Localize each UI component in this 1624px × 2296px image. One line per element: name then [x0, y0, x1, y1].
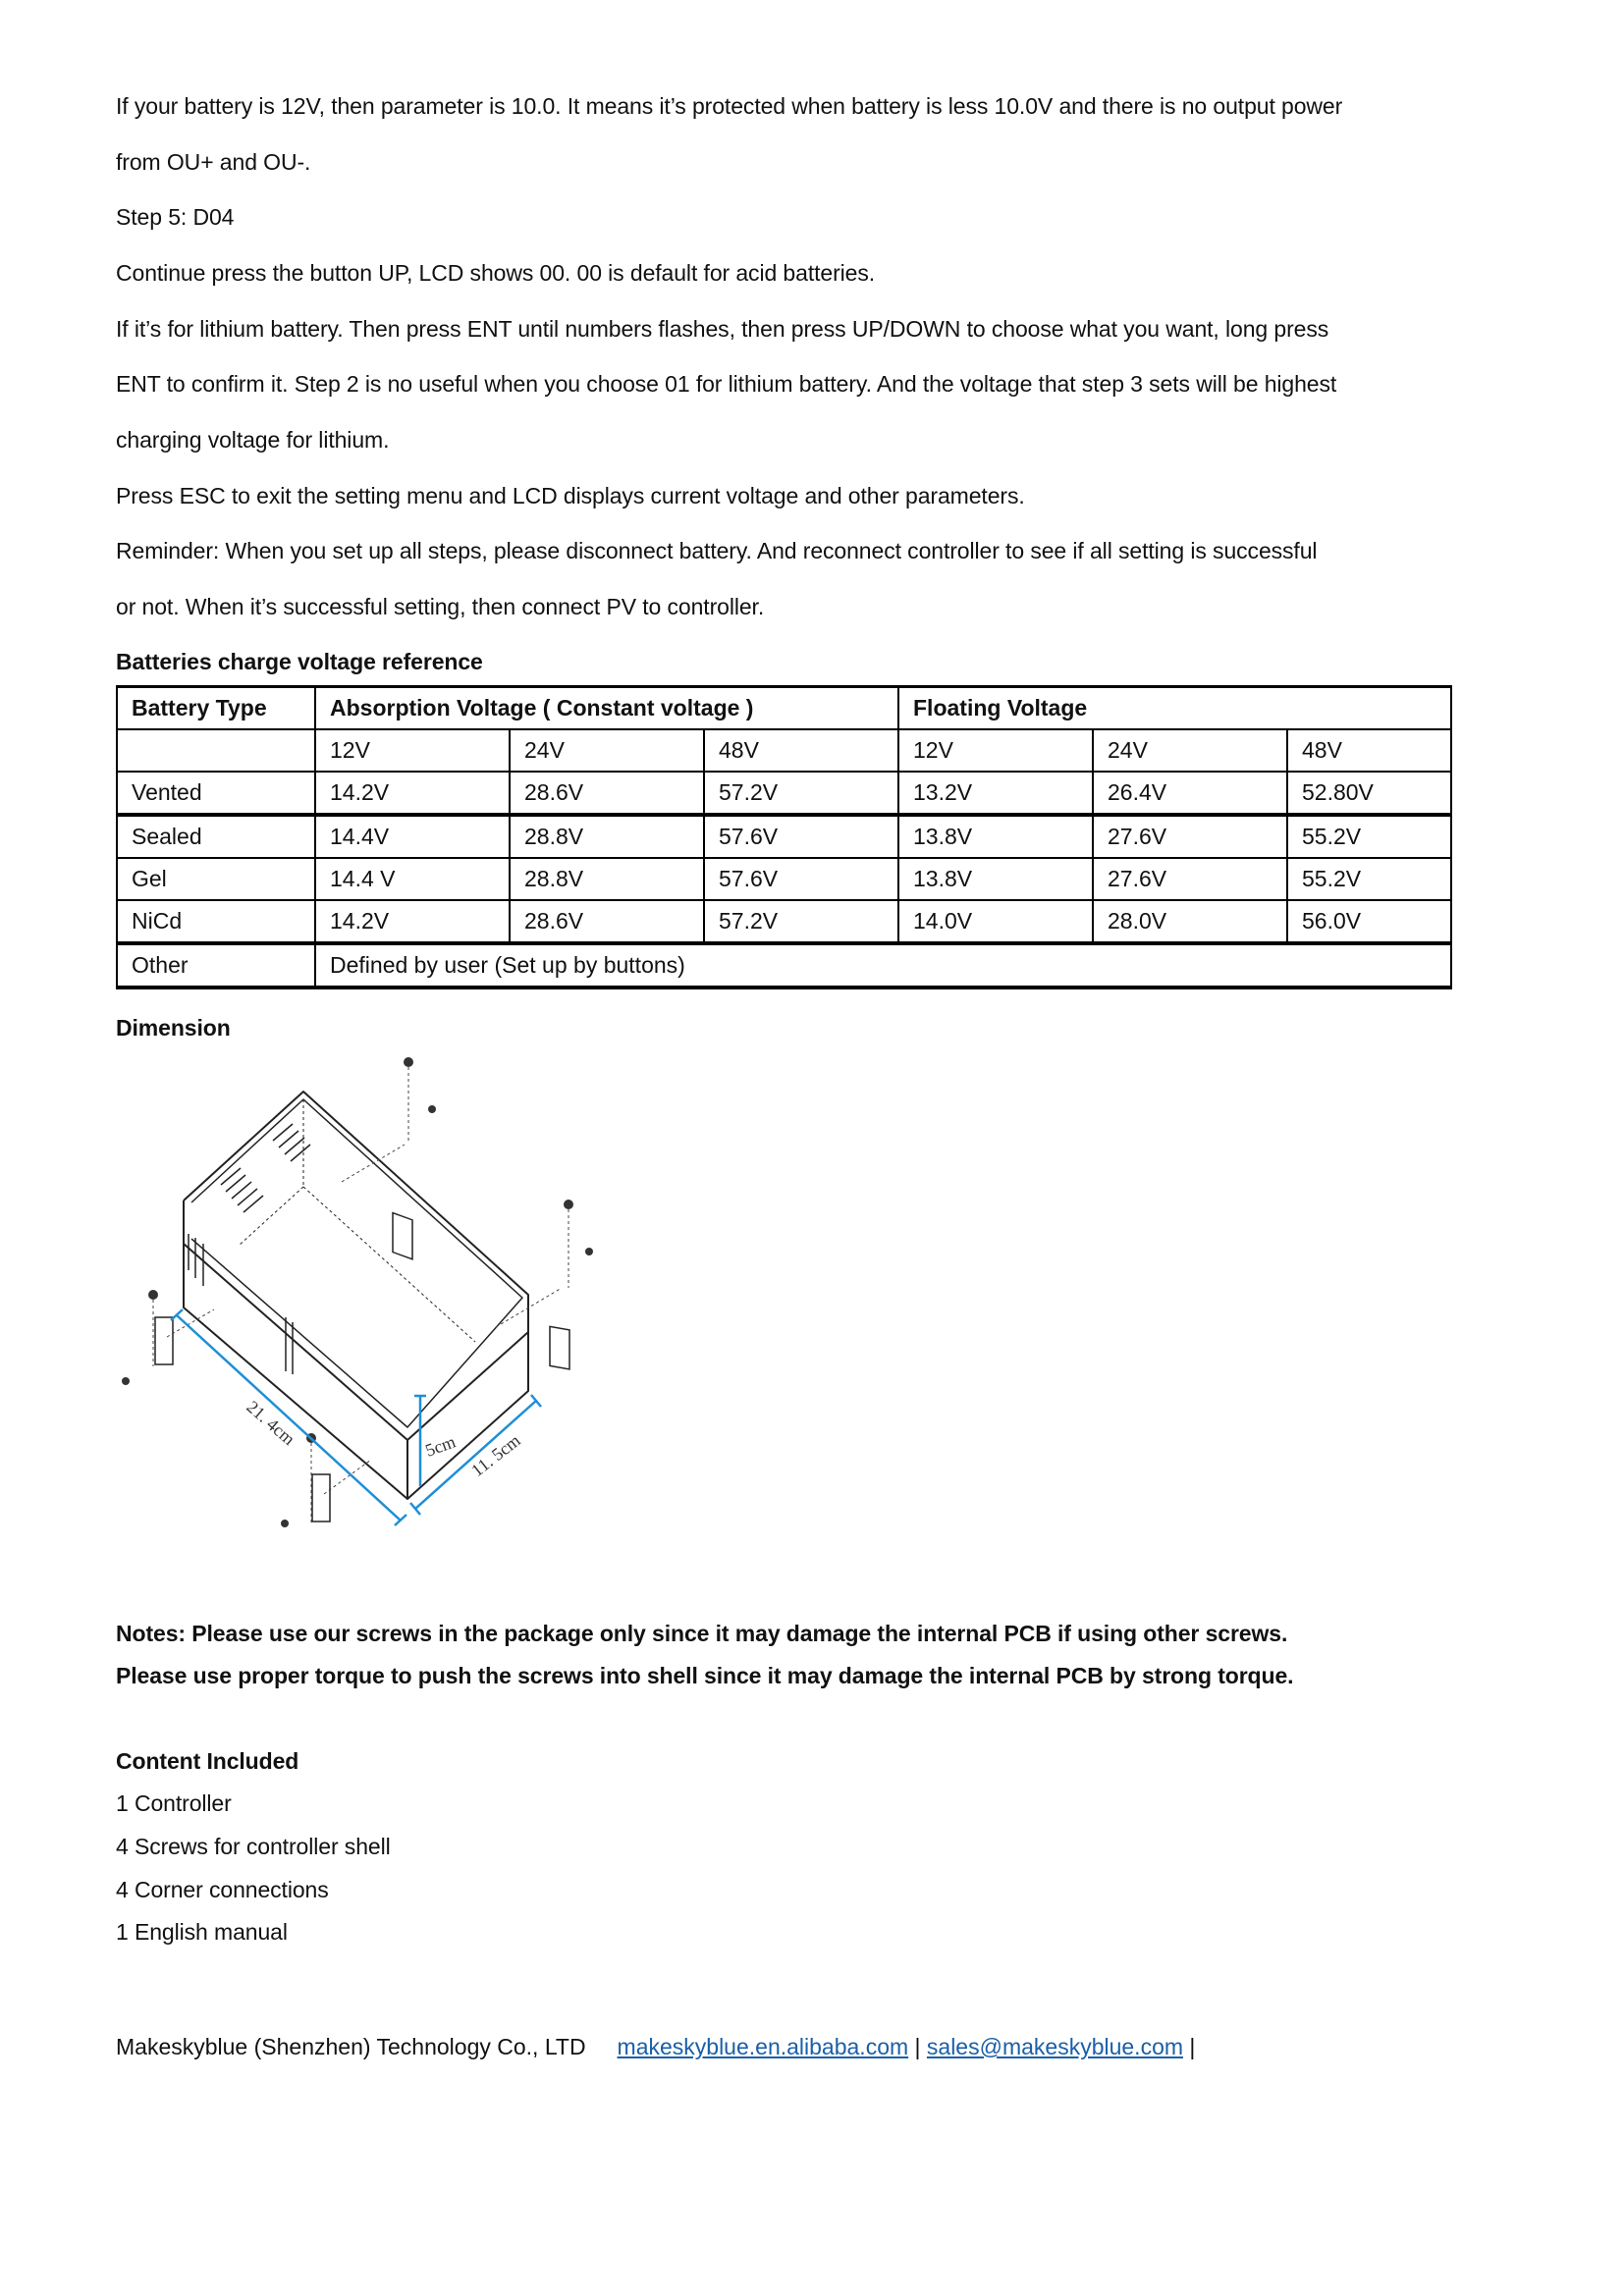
- subheader-cell: 48V: [1287, 729, 1451, 772]
- box-side-face: [407, 1332, 528, 1499]
- table-row: [117, 815, 1451, 858]
- box-front-face: [184, 1244, 407, 1499]
- table-cell: 55.2V: [1287, 858, 1451, 900]
- table-cell: 14.2V: [315, 772, 510, 815]
- screw-icon: [148, 1290, 158, 1300]
- table-cell: 28.0V: [1093, 900, 1287, 943]
- paragraph: Continue press the button UP, LCD shows 00. 00 is default for acid batteries.: [116, 260, 876, 286]
- bracket: [155, 1317, 173, 1364]
- table-cell: 57.2V: [704, 900, 898, 943]
- table-cell: 28.8V: [510, 815, 704, 858]
- footer: [116, 2034, 1195, 2060]
- table-cell: Vented: [117, 772, 315, 815]
- table-cell: Defined by user (Set up by buttons): [315, 943, 1451, 988]
- contents-item: 1 English manual: [116, 1919, 288, 1945]
- bracket: [312, 1474, 330, 1522]
- table-cell: 13.8V: [898, 815, 1093, 858]
- reminder-paragraph: Reminder: When you set up all steps, please disconnect battery. And reconnect controller to see if all setting is successful: [116, 538, 1318, 563]
- contents-item: 1 Controller: [116, 1790, 232, 1816]
- header-absorption-voltage: Absorption Voltage ( Constant voltage ): [315, 687, 898, 730]
- screw-icon: [564, 1200, 573, 1209]
- table-cell: 13.2V: [898, 772, 1093, 815]
- table-cell: 27.6V: [1093, 858, 1287, 900]
- vent-slots: [189, 1124, 310, 1374]
- table-cell: 57.2V: [704, 772, 898, 815]
- table-row-other: [117, 943, 1451, 988]
- box-outline: [184, 1092, 528, 1440]
- table-cell: 52.80V: [1287, 772, 1451, 815]
- table-cell: Gel: [117, 858, 315, 900]
- screw-icon: [404, 1057, 413, 1067]
- bracket: [550, 1326, 569, 1369]
- table-cell: 14.0V: [898, 900, 1093, 943]
- dimension-title: Dimension: [116, 1015, 231, 1041]
- subheader-cell: [117, 729, 315, 772]
- subheader-cell: 12V: [898, 729, 1093, 772]
- table-cell: 28.6V: [510, 772, 704, 815]
- subheader-row: [117, 729, 1451, 772]
- contents-item: 4 Screws for controller shell: [116, 1834, 391, 1859]
- length-dimension-line: [177, 1315, 401, 1521]
- separator: |: [1189, 2034, 1196, 2059]
- contents-item: 4 Corner connections: [116, 1877, 329, 1902]
- table-cell: 57.6V: [704, 858, 898, 900]
- table-cell: NiCd: [117, 900, 315, 943]
- paragraph: charging voltage for lithium.: [116, 427, 390, 453]
- note-screws: Notes: Please use our screws in the package only since it may damage the internal PCB if using other screws.: [116, 1621, 1288, 1646]
- enclosure-box: [184, 1092, 528, 1499]
- reminder-paragraph: or not. When it’s successful setting, then connect PV to controller.: [116, 594, 765, 619]
- table-cell: 26.4V: [1093, 772, 1287, 815]
- paragraph: Press ESC to exit the setting menu and LCD displays current voltage and other parameters.: [116, 483, 1025, 508]
- table-cell: Sealed: [117, 815, 315, 858]
- company-name: Makeskyblue (Shenzhen) Technology Co., LTD: [116, 2034, 586, 2059]
- table-cell: 55.2V: [1287, 815, 1451, 858]
- table-cell: 14.4 V: [315, 858, 510, 900]
- subheader-cell: 24V: [1093, 729, 1287, 772]
- header-floating-voltage: Floating Voltage: [898, 687, 1451, 730]
- subheader-cell: 24V: [510, 729, 704, 772]
- width-label: 11. 5cm: [467, 1430, 524, 1481]
- table-cell: 14.4V: [315, 815, 510, 858]
- table-cell: 13.8V: [898, 858, 1093, 900]
- table-cell: 28.6V: [510, 900, 704, 943]
- separator: |: [914, 2034, 921, 2059]
- screw-icon: [281, 1520, 289, 1527]
- table-cell: 27.6V: [1093, 815, 1287, 858]
- table-row: [117, 900, 1451, 943]
- paragraph: If your battery is 12V, then parameter is 10.0. It means it’s protected when battery is less 10.0V and there is no output power: [116, 93, 1343, 119]
- corner-brackets: [155, 1213, 569, 1522]
- screw-icon: [585, 1248, 593, 1255]
- contents-title: Content Included: [116, 1748, 299, 1774]
- table-cell: 56.0V: [1287, 900, 1451, 943]
- paragraph: If it’s for lithium battery. Then press ENT until numbers flashes, then press UP/DOWN to choose what you want, long press: [116, 316, 1329, 342]
- dimension-lines: [171, 1309, 541, 1525]
- screw-icon: [122, 1377, 130, 1385]
- screw-icon: [428, 1105, 436, 1113]
- subheader-cell: 48V: [704, 729, 898, 772]
- table-row: [117, 772, 1451, 815]
- bracket: [393, 1213, 412, 1259]
- table-row: [117, 858, 1451, 900]
- header-battery-type: Battery Type: [117, 687, 315, 730]
- table-cell: 57.6V: [704, 815, 898, 858]
- table-cell: 14.2V: [315, 900, 510, 943]
- note-torque: Please use proper torque to push the screws into shell since it may damage the internal PCB by strong torque.: [116, 1663, 1294, 1688]
- paragraph: from OU+ and OU-.: [116, 149, 311, 175]
- email-link[interactable]: sales@makeskyblue.com: [926, 2034, 1184, 2059]
- paragraph: ENT to confirm it. Step 2 is no useful when you choose 01 for lithium battery. And the voltage that step 3 sets will be highest: [116, 371, 1337, 397]
- height-label: 5cm: [422, 1431, 459, 1461]
- table-title: Batteries charge voltage reference: [116, 649, 483, 674]
- table-cell: 28.8V: [510, 858, 704, 900]
- subheader-cell: 12V: [315, 729, 510, 772]
- website-link[interactable]: makeskyblue.en.alibaba.com: [617, 2034, 909, 2059]
- table-cell: Other: [117, 943, 315, 988]
- length-label: 21. 4cm: [243, 1396, 299, 1450]
- enclosure-dimension-diagram: [108, 1042, 992, 1612]
- voltage-reference-table: [116, 685, 1452, 989]
- step-heading: Step 5: D04: [116, 204, 235, 230]
